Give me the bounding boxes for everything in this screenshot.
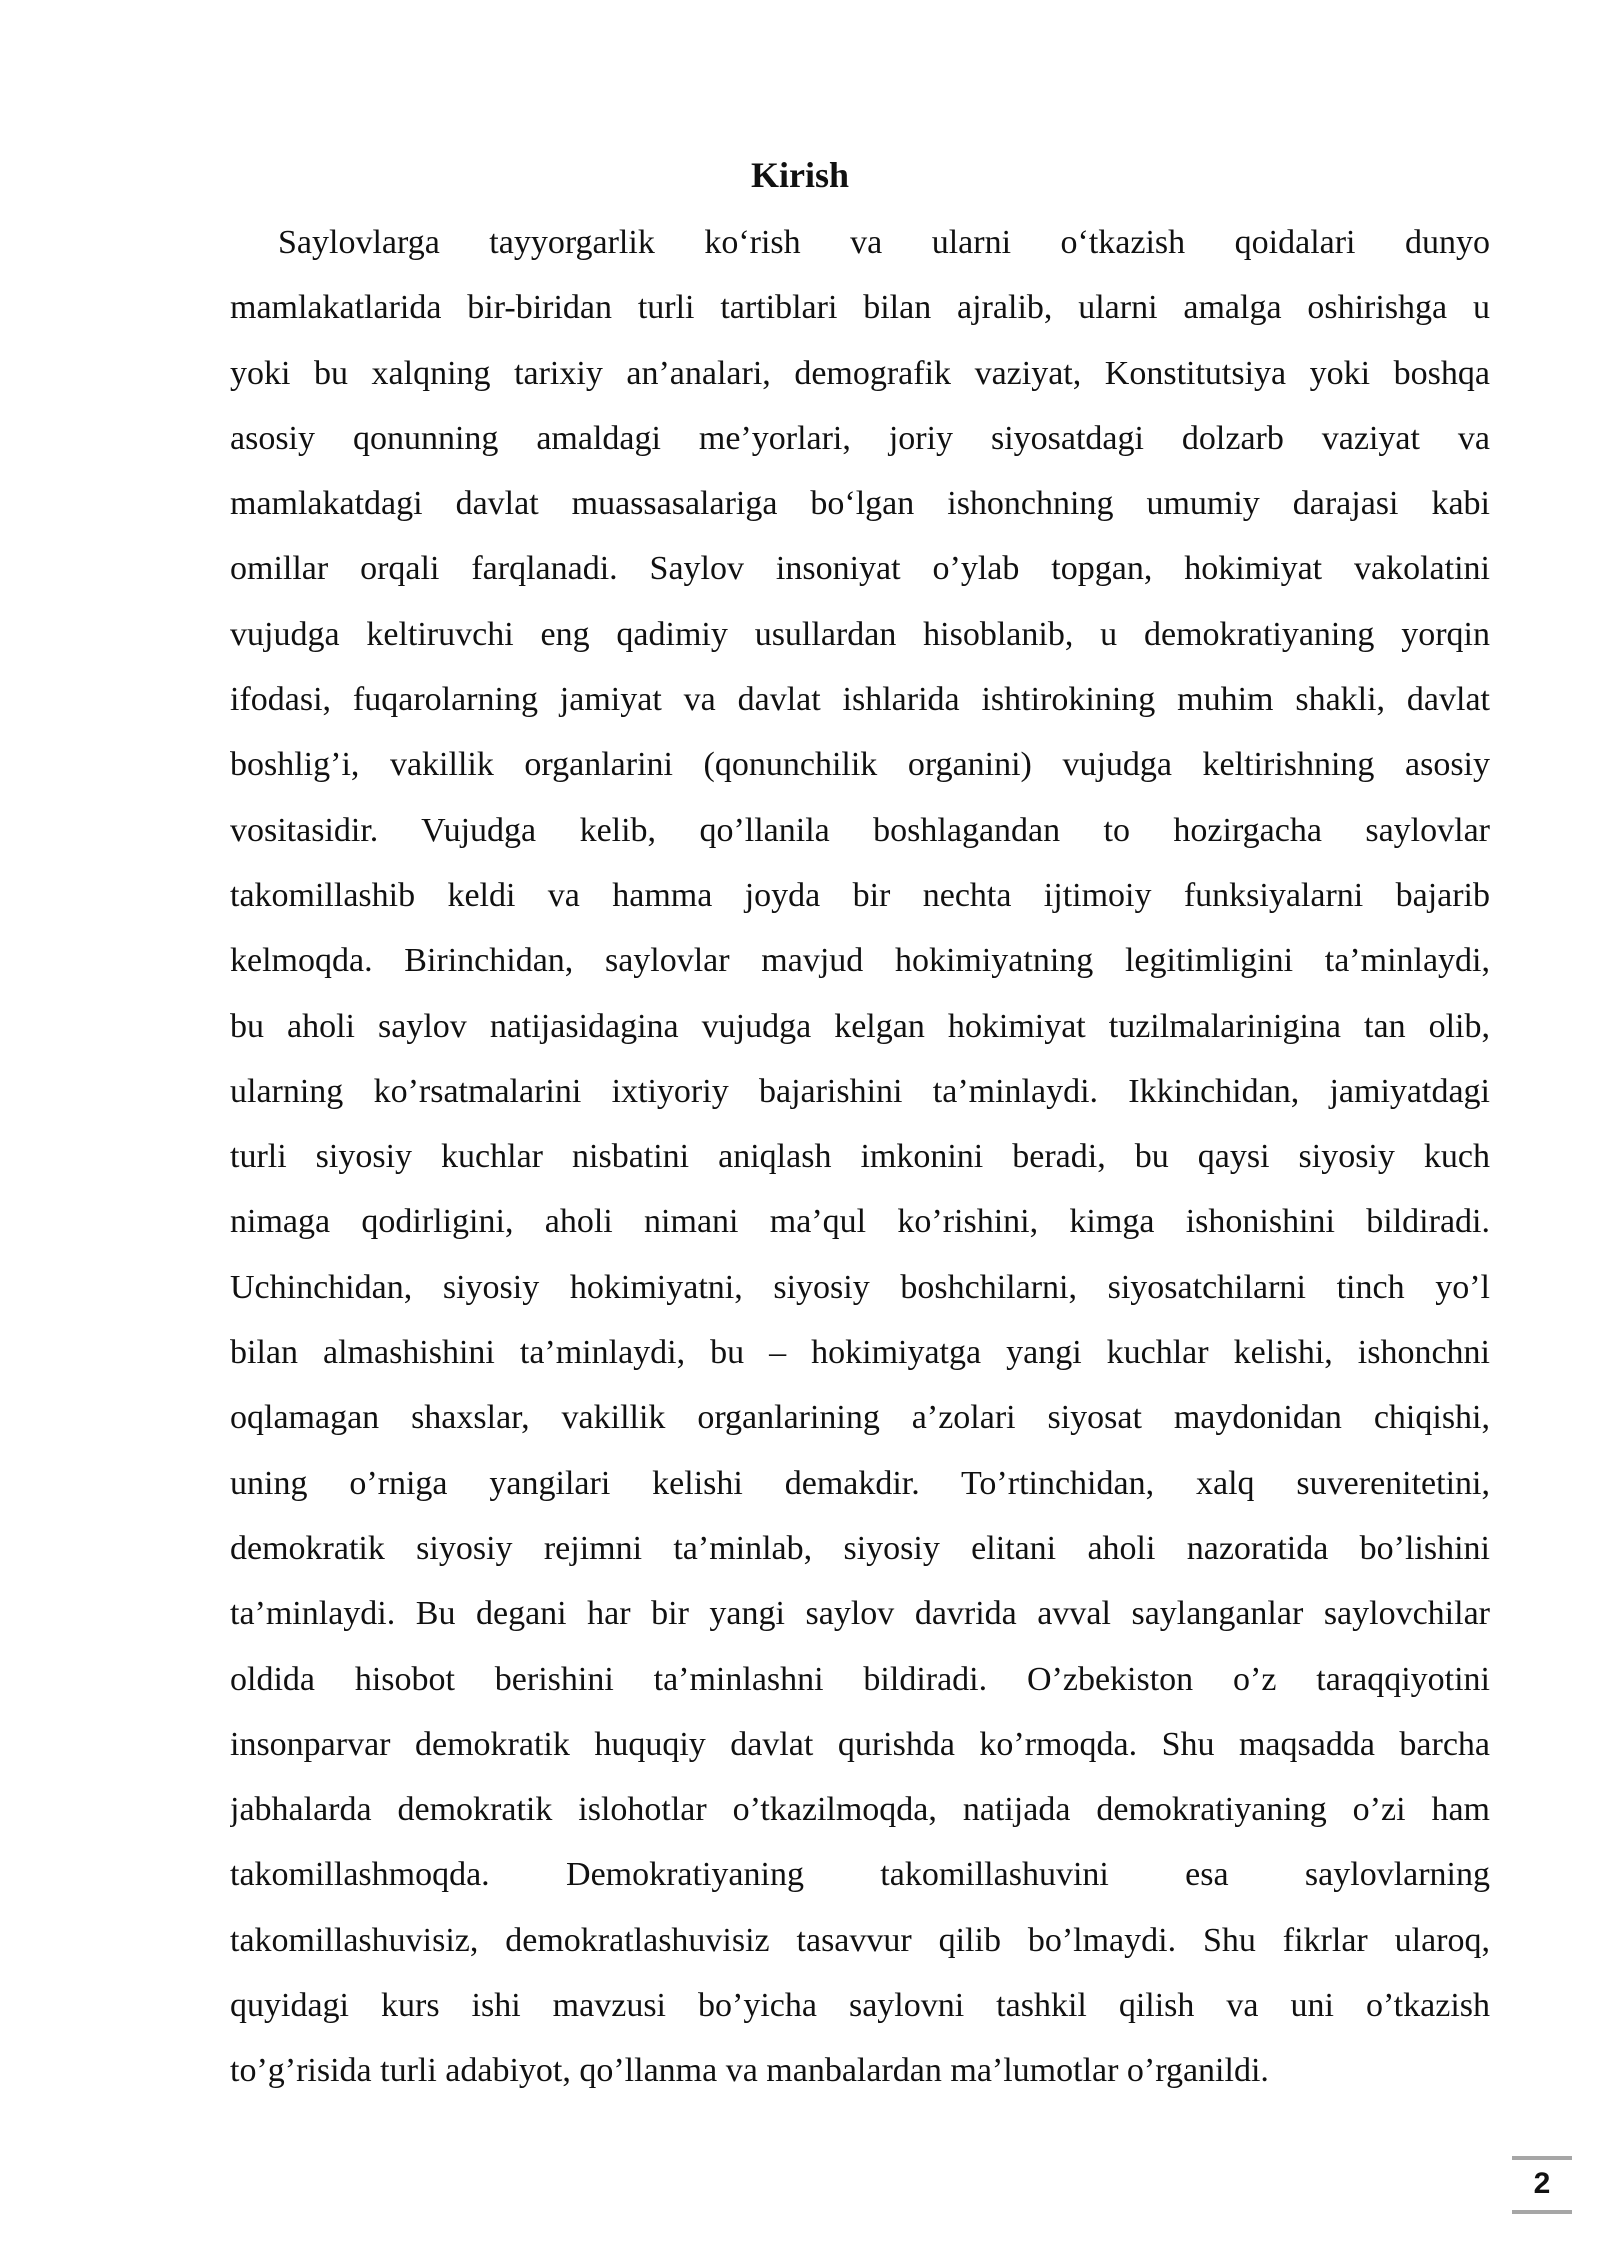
- text-line: ta’minlaydi. Bu degani har bir yangi saylov davrida avval saylanganlar saylovchilar: [230, 1595, 1490, 1633]
- text-line: takomillashuvisiz, demokratlashuvisiz tasavvur qilib bo’lmaydi. Shu fikrlar ularoq,: [230, 1921, 1490, 1959]
- text-line: to’g’risida turli adabiyot, qo’llanma va manbalardan ma’lumotlar o’rganildi.: [230, 2052, 1269, 2090]
- text-line: vujudga keltiruvchi eng qadimiy usullardan hisoblanib, u demokratiyaning yorqin: [230, 615, 1490, 653]
- page-number: 2: [1533, 2167, 1551, 2200]
- text-line: quyidagi kurs ishi mavzusi bo’yicha saylovni tashkil qilish va uni o’tkazish: [230, 1987, 1490, 2025]
- text-line: insonparvar demokratik huquqiy davlat qurishda ko’rmoqda. Shu maqsadda barcha: [230, 1725, 1490, 1763]
- body-text: [230, 213, 1490, 2107]
- section-heading: Kirish: [750, 155, 849, 195]
- text-line: uning o’rniga yangilari kelishi demakdir. To’rtinchidan, xalq suverenitetini,: [230, 1464, 1490, 1502]
- text-line: kelmoqda. Birinchidan, saylovlar mavjud hokimiyatning legitimligini ta’minlaydi,: [230, 942, 1490, 980]
- text-line: ularning ko’rsatmalarini ixtiyoriy bajarishini ta’minlaydi. Ikkinchidan, jamiyatdagi: [230, 1072, 1490, 1110]
- text-line: oldida hisobot berishini ta’minlashni bildiradi. O’zbekiston o’z taraqqiyotini: [230, 1660, 1490, 1698]
- text-line: mamlakatlarida bir-biridan turli tartiblari bilan ajralib, ularni amalga oshirishga u: [230, 289, 1490, 327]
- page-number-rule: [1512, 2210, 1572, 2214]
- text-line: oqlamagan shaxslar, vakillik organlarining a’zolari siyosat maydonidan chiqishi,: [230, 1399, 1490, 1437]
- text-line: takomillashib keldi va hamma joyda bir nechta ijtimoiy funksiyalarni bajarib: [230, 876, 1490, 914]
- text-line: bilan almashishini ta’minlaydi, bu – hokimiyatga yangi kuchlar kelishi, ishonchni: [230, 1334, 1490, 1372]
- text-line: Saylovlarga tayyorgarlik ko‘rish va ularni o‘tkazish qoidalari dunyo: [278, 224, 1490, 261]
- text-line: mamlakatdagi davlat muassasalariga bo‘lgan ishonchning umumiy darajasi kabi: [230, 485, 1490, 523]
- text-line: takomillashmoqda. Demokratiyaning takomillashuvini esa saylovlarning: [230, 1856, 1490, 1894]
- text-line: nimaga qodirligini, aholi nimani ma’qul ko’rishini, kimga ishonishini bildiradi.: [230, 1203, 1490, 1241]
- text-line: asosiy qonunning amaldagi me’yorlari, joriy siyosatdagi dolzarb vaziyat va: [230, 419, 1490, 457]
- text-line: vositasidir. Vujudga kelib, qo’llanila boshlagandan to hozirgacha saylovlar: [230, 811, 1490, 849]
- text-line: jabhalarda demokratik islohotlar o’tkazilmoqda, natijada demokratiyaning o’zi ham: [230, 1791, 1490, 1829]
- text-line: demokratik siyosiy rejimni ta’minlab, siyosiy elitani aholi nazoratida bo’lishini: [230, 1529, 1490, 1567]
- text-line: boshlig’i, vakillik organlarini (qonunchilik organini) vujudga keltirishning asosiy: [230, 746, 1490, 784]
- text-line: bu aholi saylov natijasidagina vujudga kelgan hokimiyat tuzilmalarinigina tan olib,: [230, 1007, 1490, 1045]
- text-line: omillar orqali farqlanadi. Saylov insoniyat o’ylab topgan, hokimiyat vakolatini: [230, 550, 1490, 588]
- text-line: yoki bu xalqning tarixiy an’analari, demografik vaziyat, Konstitutsiya yoki boshqa: [230, 354, 1490, 392]
- text-line: Uchinchidan, siyosiy hokimiyatni, siyosiy boshchilarni, siyosatchilarni tinch yo’l: [230, 1268, 1490, 1306]
- text-line: ifodasi, fuqarolarning jamiyat va davlat ishlarida ishtirokining muhim shakli, davlat: [230, 681, 1490, 719]
- text-line: turli siyosiy kuchlar nisbatini aniqlash imkonini beradi, bu qaysi siyosiy kuch: [230, 1138, 1490, 1176]
